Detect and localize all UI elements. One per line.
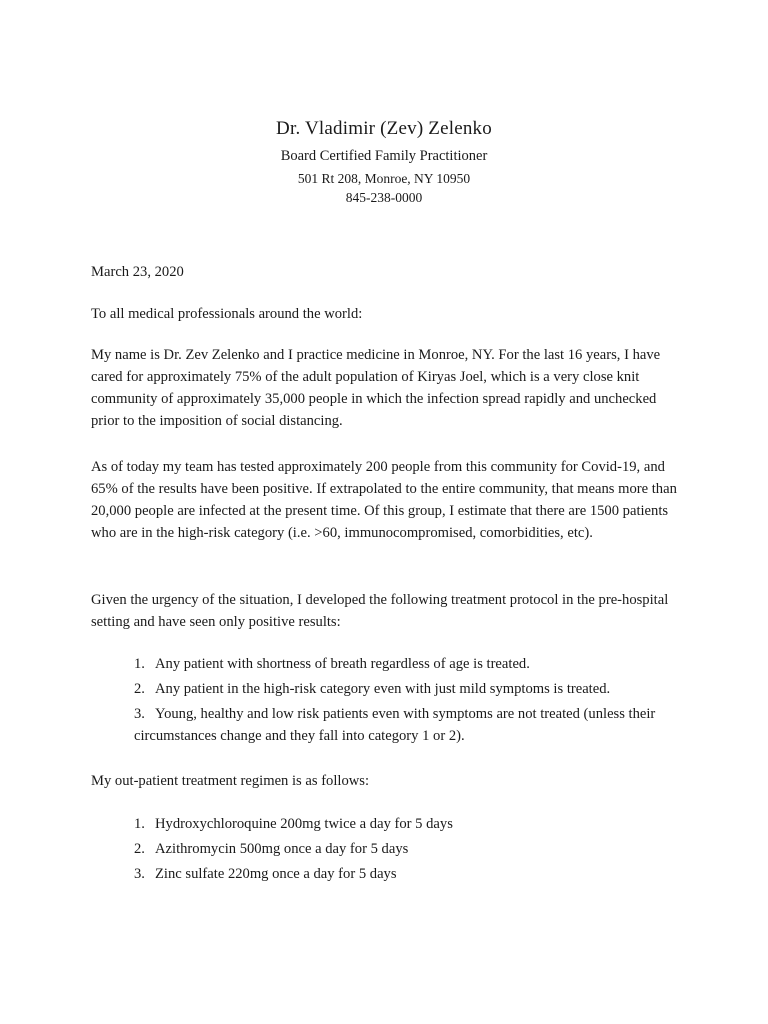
list-item-text: Azithromycin 500mg once a day for 5 days <box>155 841 409 857</box>
letter-date: March 23, 2020 <box>91 264 184 280</box>
paragraph-regimen-intro: My out-patient treatment regimen is as follows: <box>91 773 370 789</box>
list-item <box>134 678 664 700</box>
treatment-criteria-list <box>134 653 664 750</box>
list-item-text: Zinc sulfate 220mg once a day for 5 days <box>155 866 397 882</box>
letterhead-title: Board Certified Family Practitioner <box>280 148 488 164</box>
letterhead-phone: 845-238-0000 <box>345 190 423 205</box>
letterhead-name: Dr. Vladimir (Zev) Zelenko <box>276 118 492 139</box>
list-number: 2. <box>134 841 145 857</box>
list-number: 3. <box>134 866 145 882</box>
treatment-regimen-list <box>134 813 664 888</box>
paragraph-protocol-intro: Given the urgency of the situation, I developed the following treatment protocol in the pre-hospital setting and have seen only positive results: <box>91 592 669 630</box>
list-number: 3. <box>134 706 145 722</box>
paragraph-introduction: My name is Dr. Zev Zelenko and I practice medicine in Monroe, NY. For the last 16 years, I have cared for approximately 75% of the adult population of Kiryas Joel, which is a very close knit community of approximately 35,000 people in which the infection spread rapidly and unchecked prior to the imposition of social distancing. <box>91 347 661 429</box>
paragraph-testing-results: As of today my team has tested approximately 200 people from this community for Covid-19, and 65% of the results have been positive. If extrapolated to the entire community, that means more than 20,000 people are infected at the present time. Of this group, I estimate that there are 1500 patients who are in the high-risk category (i.e. >60, immunocompromised, comorbidities, etc). <box>91 459 677 541</box>
list-number: 1. <box>134 656 145 672</box>
list-item-text: Any patient in the high-risk category even with just mild symptoms is treated. <box>155 681 611 697</box>
list-item <box>134 703 664 747</box>
list-item <box>134 838 664 860</box>
list-item-text: Young, healthy and low risk patients even with symptoms are not treated (unless their circumstances change and they fall into category 1 or 2). <box>134 706 656 744</box>
list-item-text: Hydroxychloroquine 200mg twice a day for 5 days <box>155 816 453 832</box>
list-item <box>134 813 664 835</box>
letter-salutation: To all medical professionals around the world: <box>91 306 363 322</box>
list-number: 1. <box>134 816 145 832</box>
list-item <box>134 863 664 885</box>
list-number: 2. <box>134 681 145 697</box>
letterhead-address: 501 Rt 208, Monroe, NY 10950 <box>297 171 471 186</box>
list-item-text: Any patient with shortness of breath regardless of age is treated. <box>155 656 530 672</box>
list-item <box>134 653 664 675</box>
